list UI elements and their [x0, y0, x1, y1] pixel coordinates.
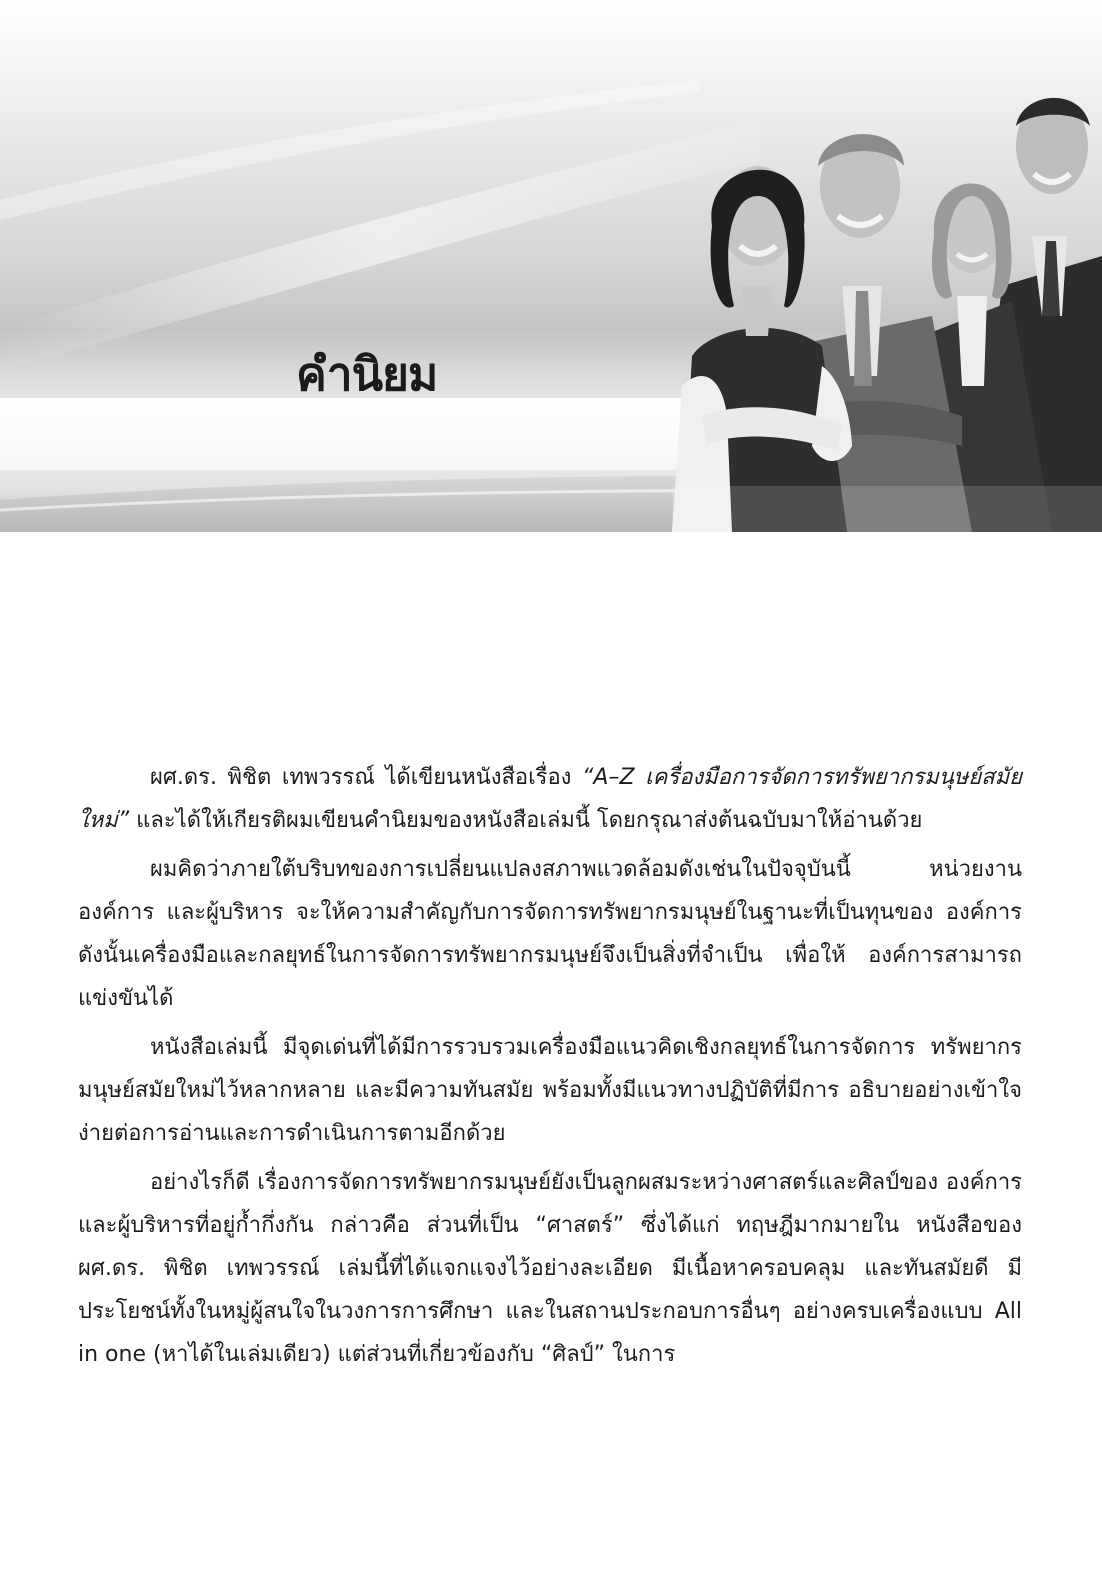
paragraph-1-rest: และได้ให้เกียรติผมเขียนคำนิยมของหนังสือเล่มนี้ โดยกรุณาส่งต้นฉบับมาให้อ่านด้วย: [129, 808, 923, 833]
paragraph-1-intro: ผศ.ดร. พิชิต เทพวรรณ์ ได้เขียนหนังสือเรื่อง: [150, 765, 583, 790]
paragraph-1: [78, 756, 1022, 842]
paragraph-4: อย่างไรก็ดี เรื่องการจัดการทรัพยากรมนุษย์ยังเป็นลูกผสมระหว่างศาสตร์และศิลป์ของ องค์การและผู้บริหารที่อยู่ก้ำกึ่งกัน กล่าวคือ ส่วนที่เป็น “ศาสตร์” ซึ่งได้แก่ ทฤษฎีมากมายใน หนังสือของ ผศ.ดร. พิชิต เทพวรรณ์ เล่มนี้ที่ได้แจกแจงไว้อย่างละเอียด มีเนื้อหาครอบคลุม และทันสมัยดี มีประโยชน์ทั้งในหมู่ผู้สนใจในวงการการศึกษา และในสถานประกอบการอื่นๆ อย่างครบเครื่องแบบ All in one (หาได้ในเล่มเดียว) แต่ส่วนที่เกี่ยวข้องกับ “ศิลป์” ในการ: [78, 1170, 1022, 1367]
foreword-body: [78, 756, 1022, 1382]
header-banner: [0, 0, 1102, 532]
book-title: “A–Z เครื่องมือการจัดการทรัพยากรมนุษย์สมัยใหม่”: [78, 765, 1022, 833]
business-team-photo: [672, 86, 1102, 532]
page-title: คำนิยม: [296, 347, 438, 401]
paragraph-3: หนังสือเล่มนี้ มีจุดเด่นที่ได้มีการรวบรวมเครื่องมือแนวคิดเชิงกลยุทธ์ในการจัดการ ทรัพยากรมนุษย์สมัยใหม่ไว้หลากหลาย และมีความทันสมัย พร้อมทั้งมีแนวทางปฏิบัติที่มีการ อธิบายอย่างเข้าใจ ง่ายต่อการอ่านและการดำเนินการตามอีกด้วย: [78, 1035, 1022, 1146]
paragraph-2: ผมคิดว่าภายใต้บริบทของการเปลี่ยนแปลงสภาพแวดล้อมดังเช่นในปัจจุบันนี้ หน่วยงาน องค์การ และผู้บริหาร จะให้ความสำคัญกับการจัดการทรัพยากรมนุษย์ในฐานะที่เป็นทุนของ องค์การ ดังนั้นเครื่องมือและกลยุทธ์ในการจัดการทรัพยากรมนุษย์จึงเป็นสิ่งที่จำเป็น เพื่อให้ องค์การสามารถแข่งขันได้: [78, 857, 1022, 1011]
